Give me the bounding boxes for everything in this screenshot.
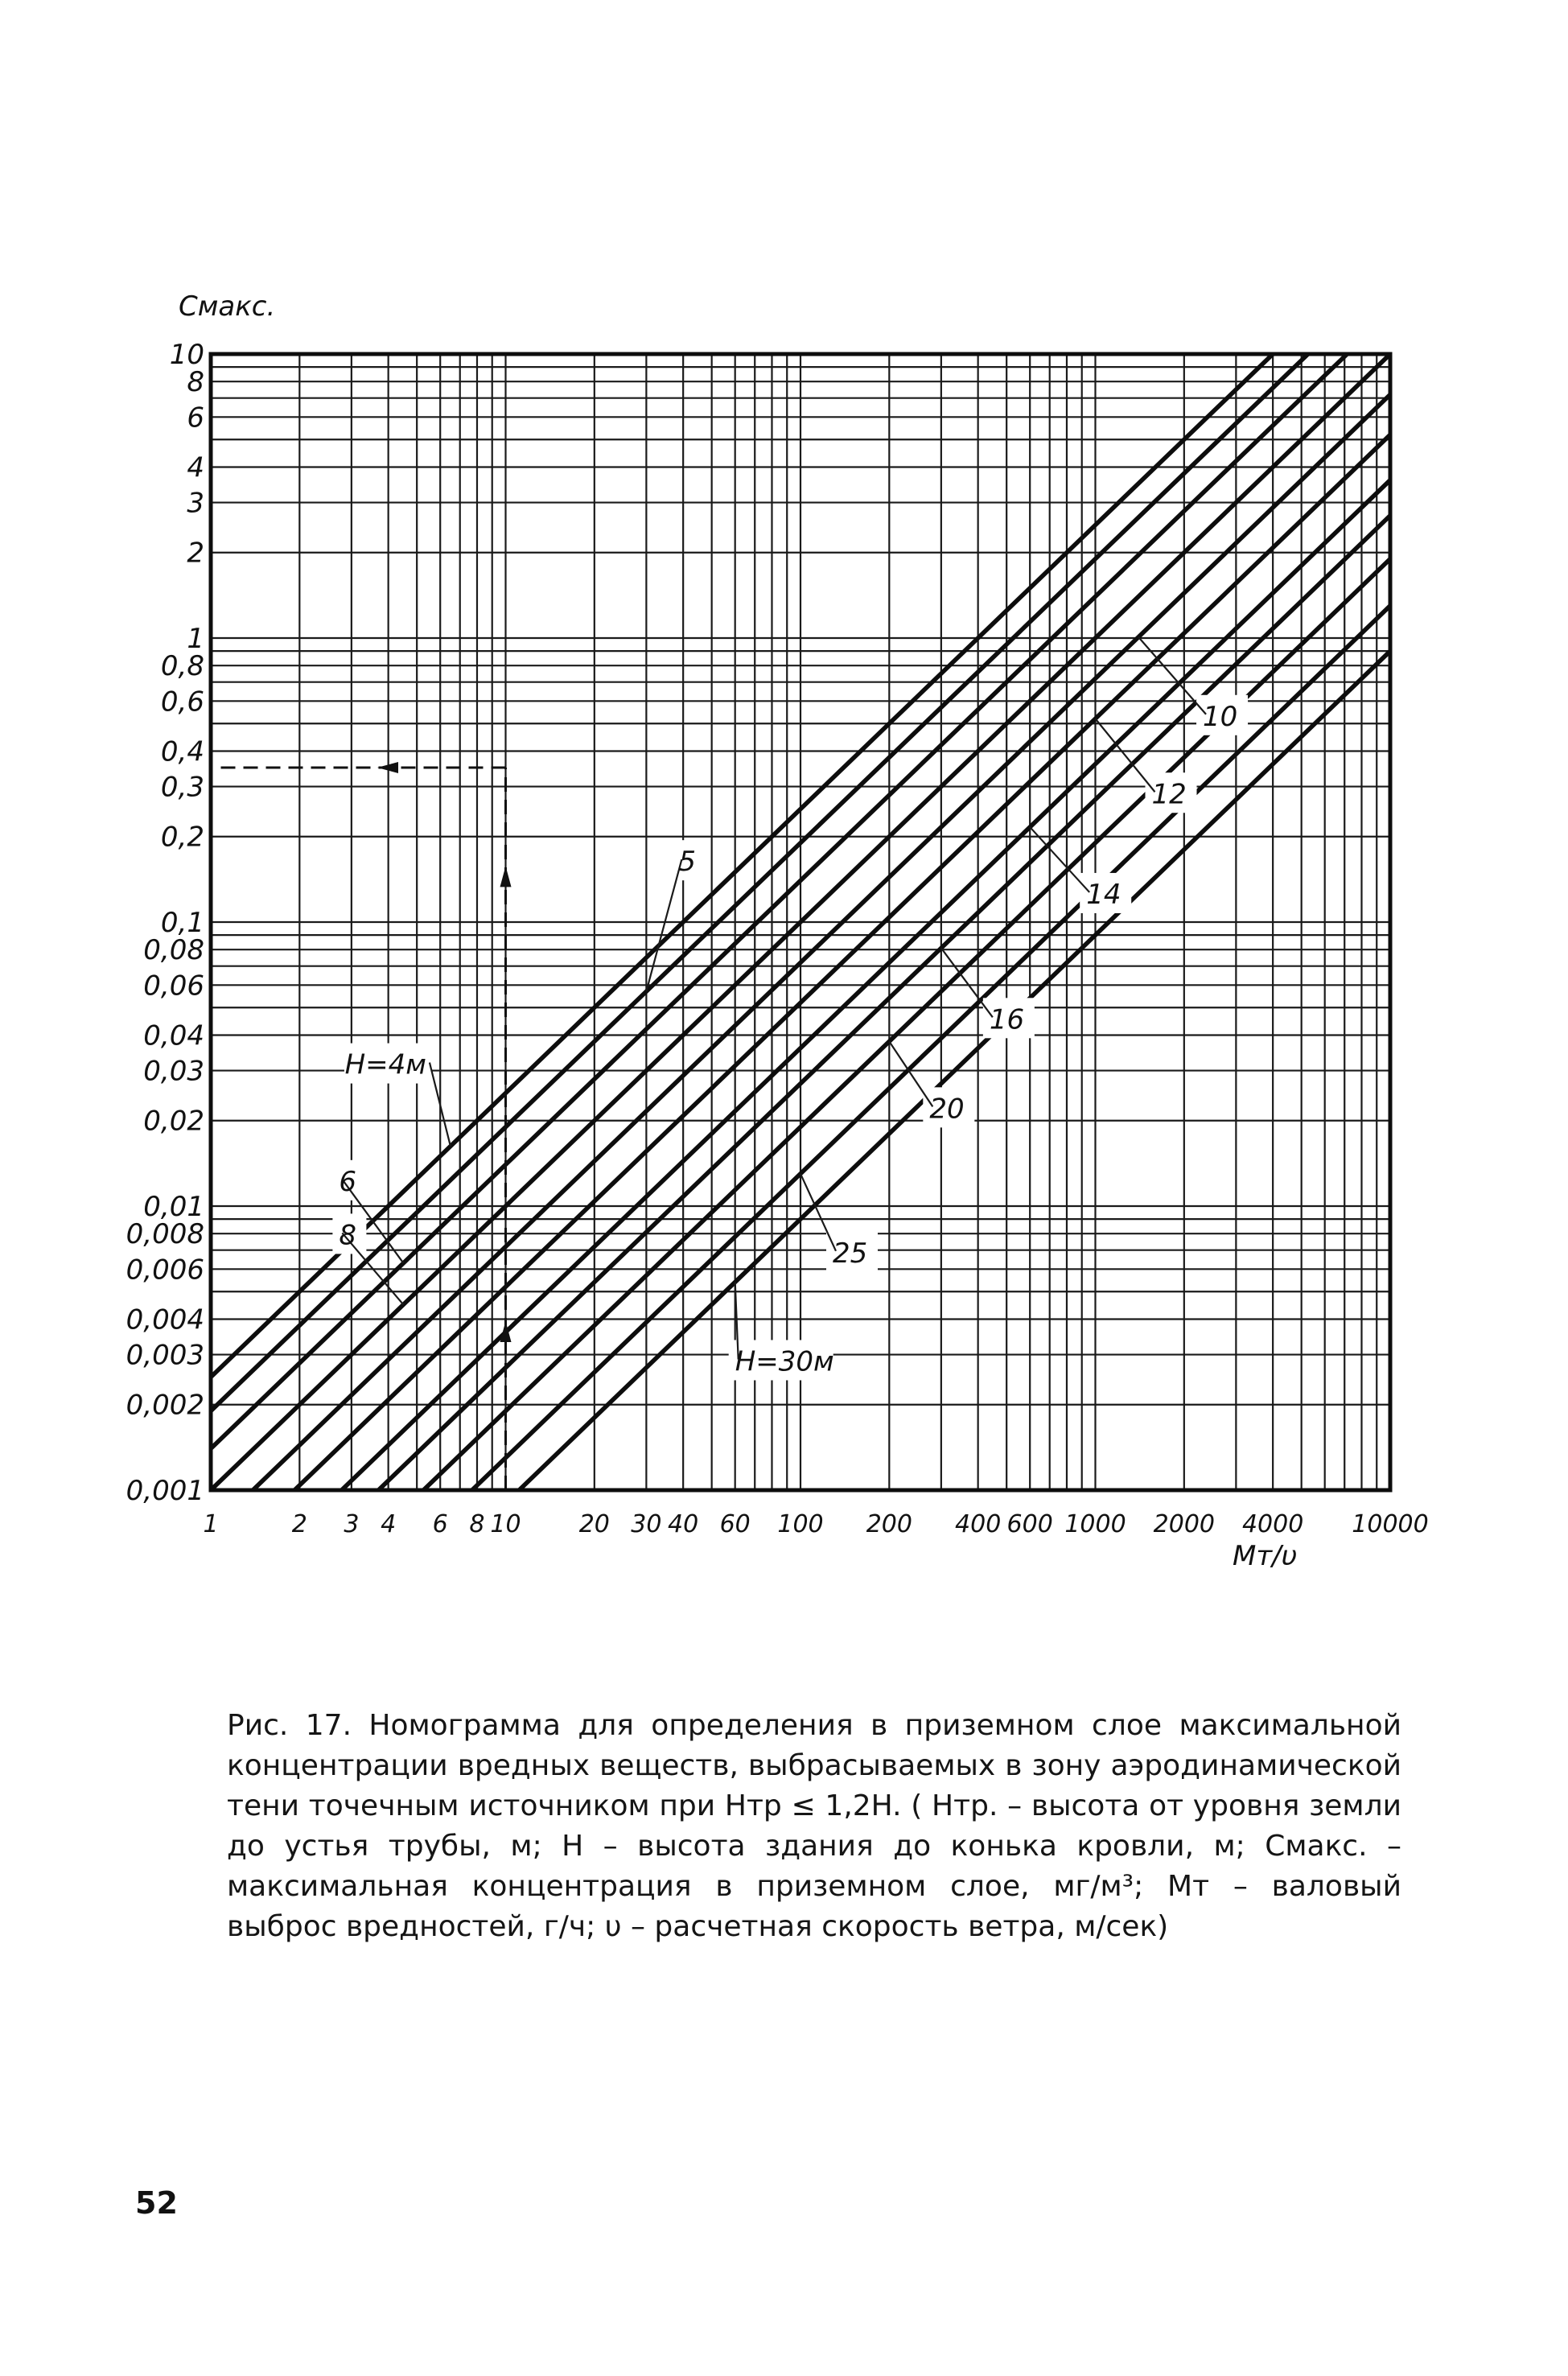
- callout-leader: [1138, 637, 1206, 714]
- figure-caption: Рис. 17. Номограмма для определения в приземном слое максимальной концентрации вредных веществ, выбрасываемых в зону аэродинамической тени точечным источником при Hтр ≤ 1,2H. ( Hтр. – высота от уровня земли до устья трубы, м; H – высота здания до конька кровли, м; Cмакс. – максимальная концентрация в приземном слое, мг/м³; Мт – валовый выброс вредностей, г/ч; υ – расчетная скорость ветра, м/сек): [227, 1709, 1401, 1943]
- y-tick-label: 0,02: [143, 1105, 204, 1138]
- x-tick-label: 4: [381, 1510, 397, 1538]
- x-axis-title: Мт/υ: [1233, 1540, 1298, 1572]
- x-tick-label: 4000: [1241, 1510, 1304, 1538]
- callout-label: 25: [833, 1237, 868, 1270]
- y-tick-label: 0,002: [126, 1389, 204, 1422]
- example-arrow-up: [500, 866, 512, 887]
- x-tick-label: 3: [344, 1510, 360, 1538]
- y-tick-label: 0,1: [160, 907, 204, 939]
- y-tick-label: 0,004: [126, 1303, 204, 1336]
- x-tick-label: 30: [631, 1510, 662, 1538]
- y-axis-title: Смакс.: [179, 290, 276, 323]
- y-tick-label: 10: [169, 339, 204, 371]
- y-tick-label: 0,06: [143, 970, 204, 1003]
- x-tick-label: 10000: [1352, 1510, 1429, 1538]
- y-tick-label: 0,3: [160, 771, 204, 804]
- callout-label: 6: [339, 1165, 357, 1198]
- y-tick-label: 1: [187, 623, 204, 655]
- y-tick-label: 0,003: [126, 1339, 204, 1372]
- x-tick-label: 100: [777, 1510, 824, 1538]
- callout-boxes: [332, 695, 1248, 1381]
- y-tick-label: 0,4: [160, 735, 204, 768]
- y-tick-label: 0,03: [143, 1055, 204, 1088]
- x-tick-label: 200: [866, 1510, 912, 1538]
- x-tick-label: 1000: [1064, 1510, 1126, 1538]
- x-tick-label: 8: [469, 1510, 485, 1538]
- y-tick-label: 0,2: [160, 821, 204, 854]
- x-tick-label: 2: [291, 1510, 307, 1538]
- example-arrow-up: [500, 1321, 512, 1342]
- x-tick-labels: [203, 1510, 1428, 1538]
- x-tick-label: 60: [719, 1510, 751, 1538]
- y-tick-label: 4: [187, 451, 204, 484]
- callout-label: 16: [989, 1003, 1025, 1036]
- callout-label: 5: [678, 846, 697, 879]
- y-tick-label: 0,04: [143, 1019, 204, 1052]
- y-tick-label: 2: [187, 537, 204, 570]
- y-tick-label: 0,001: [126, 1475, 204, 1507]
- callout-label: 12: [1151, 778, 1187, 811]
- y-tick-label: 0,01: [143, 1191, 204, 1223]
- y-tick-label: 0,008: [126, 1218, 204, 1251]
- x-tick-label: 400: [955, 1510, 1002, 1538]
- x-tick-label: 20: [578, 1510, 610, 1538]
- x-tick-label: 600: [1006, 1510, 1053, 1538]
- y-tick-label: 6: [187, 401, 204, 434]
- callout-label: 8: [339, 1219, 357, 1252]
- x-tick-label: 10: [490, 1510, 521, 1538]
- y-tick-label: 0,8: [160, 650, 204, 683]
- callout-label: 14: [1086, 878, 1121, 911]
- x-tick-label: 6: [432, 1510, 448, 1538]
- y-tick-label: 3: [187, 487, 204, 520]
- callout-label: 10: [1203, 700, 1238, 733]
- y-tick-label: 0,08: [143, 934, 204, 967]
- callout-label: 20: [929, 1093, 965, 1126]
- callout-label: H=30м: [735, 1345, 834, 1378]
- y-tick-label: 0,6: [160, 686, 204, 719]
- y-tick-label: 8: [187, 366, 204, 399]
- page-number: 52: [135, 2185, 178, 2221]
- x-tick-label: 1: [203, 1510, 219, 1538]
- y-tick-label: 0,006: [126, 1254, 204, 1287]
- y-tick-labels: [126, 339, 204, 1507]
- example-path: [211, 762, 512, 1490]
- x-tick-label: 2000: [1153, 1510, 1216, 1538]
- x-tick-label: 40: [668, 1510, 699, 1538]
- callout-label: H=4м: [344, 1048, 426, 1081]
